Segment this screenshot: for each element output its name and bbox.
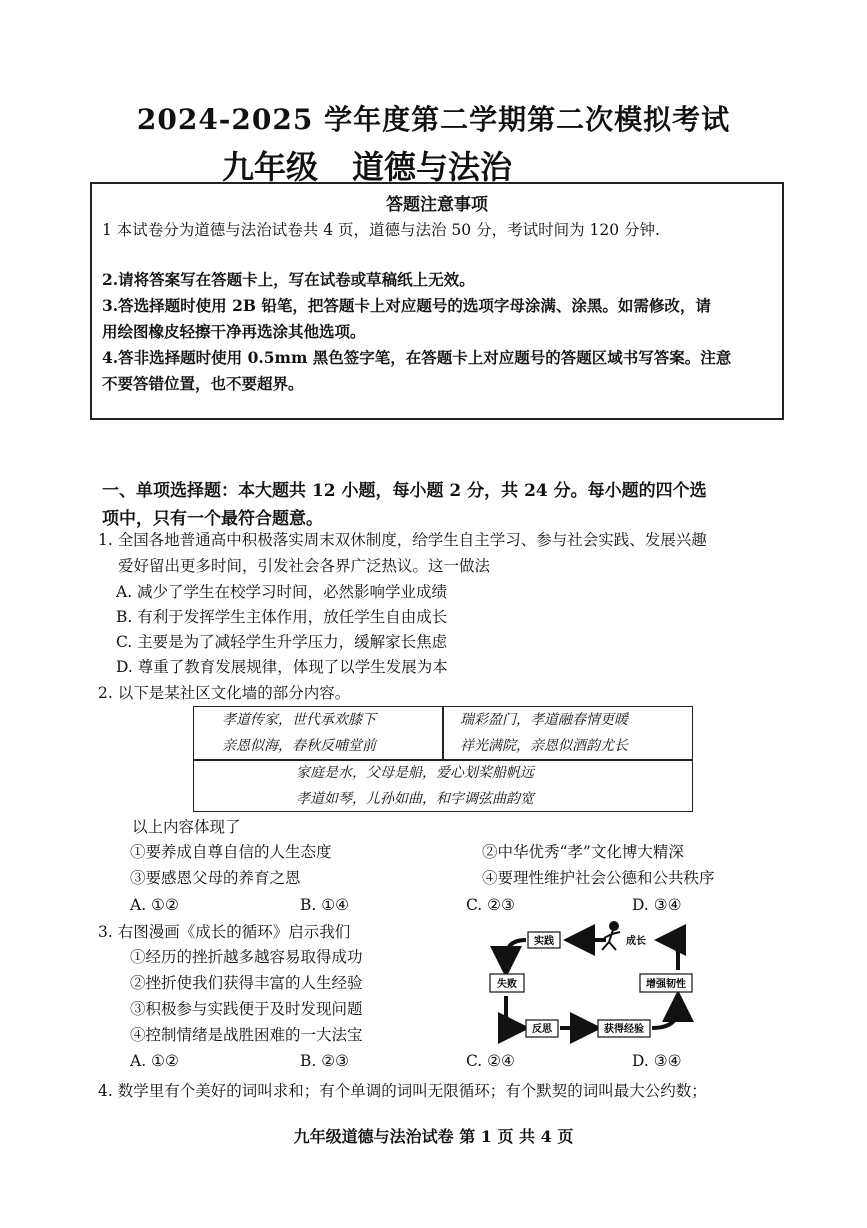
q4-stem: 4. 数学里有个美好的词叫求和；有个单调的词叫无限循环；有个默契的词叫最大公约数； (98, 1082, 707, 1100)
q3-stem: 3. 右图漫画《成长的循环》启示我们 (98, 923, 351, 941)
notice-box (90, 182, 784, 420)
running-figure-icon (602, 922, 620, 950)
q2-statement-1: ①要养成自尊自信的人生态度 (130, 843, 332, 861)
wall-verse-1: 家庭是水，父母是船，爱心划桨船帆远 (296, 765, 534, 781)
q2-option-a: A. ①② (130, 896, 179, 914)
q1-option-b: B. 有利于发挥学生主体作用，放任学生自由成长 (116, 608, 448, 626)
culture-wall-table (193, 706, 693, 812)
q3-option-b: B. ②③ (300, 1052, 350, 1070)
notice-item-1: 1 本试卷分为道德与法治试卷共 4 页，道德与法治 50 分，考试时间为 120 分钟. (102, 221, 660, 239)
notice-item-4-cont: 不要答错位置，也不要超界。 (102, 374, 304, 393)
label-resilience: 增强韧性 (646, 979, 686, 990)
label-reflection: 反思 (532, 1024, 552, 1035)
notice-item-3-cont: 用绘图橡皮轻擦干净再选涂其他选项。 (102, 322, 366, 341)
q3-option-a: A. ①② (130, 1052, 179, 1070)
wall-couplet-right-1: 瑞彩盈门，孝道融春情更暖 (460, 712, 628, 728)
arrow-practice-to-failure (506, 940, 526, 970)
q2-statement-3: ③要感恩父母的养育之恩 (130, 869, 301, 887)
q2-option-d: D. ③④ (632, 896, 682, 914)
q2-lead: 以上内容体现了 (132, 818, 241, 836)
q2-statement-2: ②中华优秀“孝”文化博大精深 (482, 843, 684, 861)
wall-couplet-right-2: 祥光满院，亲恩似酒韵尤长 (460, 738, 628, 754)
q1-stem-line1: 1. 全国各地普通高中积极落实周末双休制度，给学生自主学习、参与社会实践、发展兴趣 (98, 531, 707, 549)
q3-option-d: D. ③④ (632, 1052, 682, 1070)
wall-couplet-left-2: 亲恩似海，春秋反哺堂前 (222, 738, 376, 754)
q3-statement-4: ④控制情绪是战胜困难的一大法宝 (130, 1026, 363, 1044)
growth-cycle-diagram (486, 918, 696, 1050)
wall-verse-2: 孝道如琴，儿孙如曲，和字调弦曲韵宽 (296, 791, 534, 807)
notice-item-4: 4.答非选择题时使用 0.5mm 黑色签字笔，在答题卡上对应题号的答题区域书写答案。注意 (102, 348, 732, 367)
q1-option-c: C. 主要是为了减轻学生升学压力，缓解家长焦虑 (116, 633, 448, 651)
q3-statement-1: ①经历的挫折越多越容易取得成功 (130, 948, 363, 966)
label-experience: 获得经验 (604, 1024, 644, 1035)
section-heading-line1: 一、单项选择题：本大题共 12 小题，每小题 2 分，共 24 分。每小题的四个选 (102, 481, 707, 501)
q2-option-c: C. ②③ (466, 896, 515, 914)
notice-item-2: 2.请将答案写在答题卡上，写在试卷或草稿纸上无效。 (102, 270, 475, 289)
label-practice: 实践 (534, 936, 554, 947)
q3-option-c: C. ②④ (466, 1052, 515, 1070)
label-growth: 成长 (626, 936, 646, 947)
wall-couplet-left-1: 孝道传家，世代承欢膝下 (222, 712, 376, 728)
q2-statement-4: ④要理性维护社会公德和公共秩序 (482, 869, 715, 887)
section-heading-line2: 项中，只有一个最符合题意。 (102, 509, 323, 529)
notice-item-3: 3.答选择题时使用 2B 铅笔，把答题卡上对应题号的选项字母涂满、涂黑。如需修改，请 (102, 296, 711, 315)
q1-stem-line2: 爱好留出更多时间，引发社会各界广泛热议。这一做法 (118, 557, 491, 575)
exam-title: 2024-2025 学年度第二学期第二次模拟考试 (136, 103, 731, 136)
arrow-resilience-to-growth (662, 940, 678, 970)
q3-statement-2: ②挫折使我们获得丰富的人生经验 (130, 974, 363, 992)
q2-option-b: B. ①④ (300, 896, 350, 914)
arrow-failure-to-reflection (506, 996, 522, 1028)
grade-label: 九年级 (222, 148, 319, 186)
section-heading (102, 477, 784, 533)
q1-option-d: D. 尊重了教育发展规律，体现了以学生发展为本 (116, 658, 448, 676)
q2-stem: 2. 以下是某社区文化墙的部分内容。 (98, 684, 351, 702)
q3-statement-3: ③积极参与实践便于及时发现问题 (130, 1000, 363, 1018)
label-failure: 失败 (497, 979, 517, 990)
subject-label: 道德与法治 (352, 148, 513, 186)
q1-option-a: A. 减少了学生在校学习时间，必然影响学业成绩 (116, 583, 448, 601)
page-footer: 九年级道德与法治试卷 第 1 页 共 4 页 (293, 1127, 574, 1146)
arrow-experience-to-resilience (652, 998, 678, 1028)
notice-heading: 答题注意事项 (386, 195, 488, 215)
